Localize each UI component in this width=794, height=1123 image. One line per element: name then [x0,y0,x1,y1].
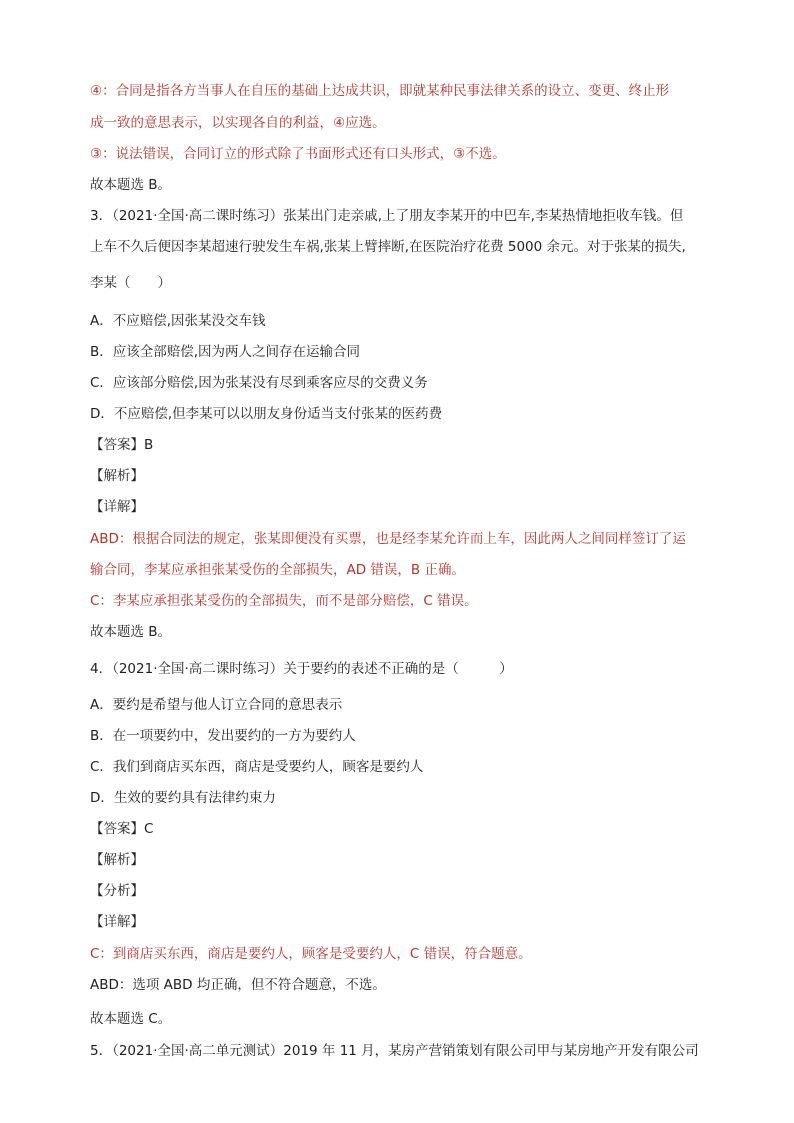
explanation-line: C：李某应承担张某受伤的全部损失，而不是部分赔偿，C 错误。 [90,593,478,609]
answer-label: 【答案】B [90,437,154,453]
question-5-stem: 5．（2021·全国·高二单元测试）2019 年 11 月，某房产营销策划有限公司甲与某房地产开发有限公司 [90,1043,699,1059]
question-3-stem: 3．（2021·全国·高二课时练习）张某出门走亲戚,上了朋友李某开的中巴车,李某热情地拒收车钱。但 [90,208,684,224]
question-4-stem: 4．（2021·全国·高二课时练习）关于要约的表述不正确的是（ ） [90,661,513,677]
option-d: D．生效的要约具有法律约束力 [90,790,276,806]
text-line: ④：合同是指各方当事人在自压的基础上达成共识，即就某种民事法律关系的设立、变更、终止形 [90,83,670,99]
explanation-line: ABD：选项 ABD 均正确，但不符合题意，不选。 [90,977,386,993]
option-c: C．我们到商店买东西，商店是受要约人，顾客是要约人 [90,759,424,775]
explanation-line: ABD：根据合同法的规定，张某即便没有买票，也是经李某允许而上车，因此两人之间同样签订了运 [90,531,686,547]
option-b: B．应该全部赔偿,因为两人之间存在运输合同 [90,344,361,360]
analysis-sub-label: 【分析】 [90,883,144,899]
text-line: 成一致的意思表示，以实现各自的利益，④应选。 [90,115,386,131]
option-b: B．在一项要约中，发出要约的一方为要约人 [90,728,356,744]
explanation-line: C：到商店买东西，商店是要约人，顾客是受要约人，C 错误，符合题意。 [90,946,532,962]
answer-label: 【答案】C [90,821,154,837]
option-c: C．应该部分赔偿,因为张某没有尽到乘客应尽的交费义务 [90,375,428,391]
option-a: A．要约是希望与他人订立合同的意思表示 [90,697,343,713]
text-line: ③：说法错误，合同订立的形式除了书面形式还有口头形式，③不选。 [90,146,506,162]
detail-label: 【详解】 [90,499,144,515]
detail-label: 【详解】 [90,914,144,930]
document-page [90,0,710,1123]
analysis-label: 【解析】 [90,852,144,868]
question-3-stem: 李某（ ） [90,275,171,291]
explanation-line: 输合同，李某应承担张某受伤的全部损失，AD 错误，B 正确。 [90,562,465,578]
conclusion-line: 故本题选 C。 [90,1011,172,1027]
question-3-stem: 上车不久后便因李某超速行驶发生车祸,张某上臂摔断,在医院治疗花费 5000 余元。对于张某的损失, [90,239,686,255]
text-line: 故本题选 B。 [90,177,172,193]
analysis-label: 【解析】 [90,468,144,484]
option-a: A．不应赔偿,因张某没交车钱 [90,313,266,329]
conclusion-line: 故本题选 B。 [90,624,172,640]
option-d: D．不应赔偿,但李某可以以朋友身份适当支付张某的医药费 [90,406,443,422]
